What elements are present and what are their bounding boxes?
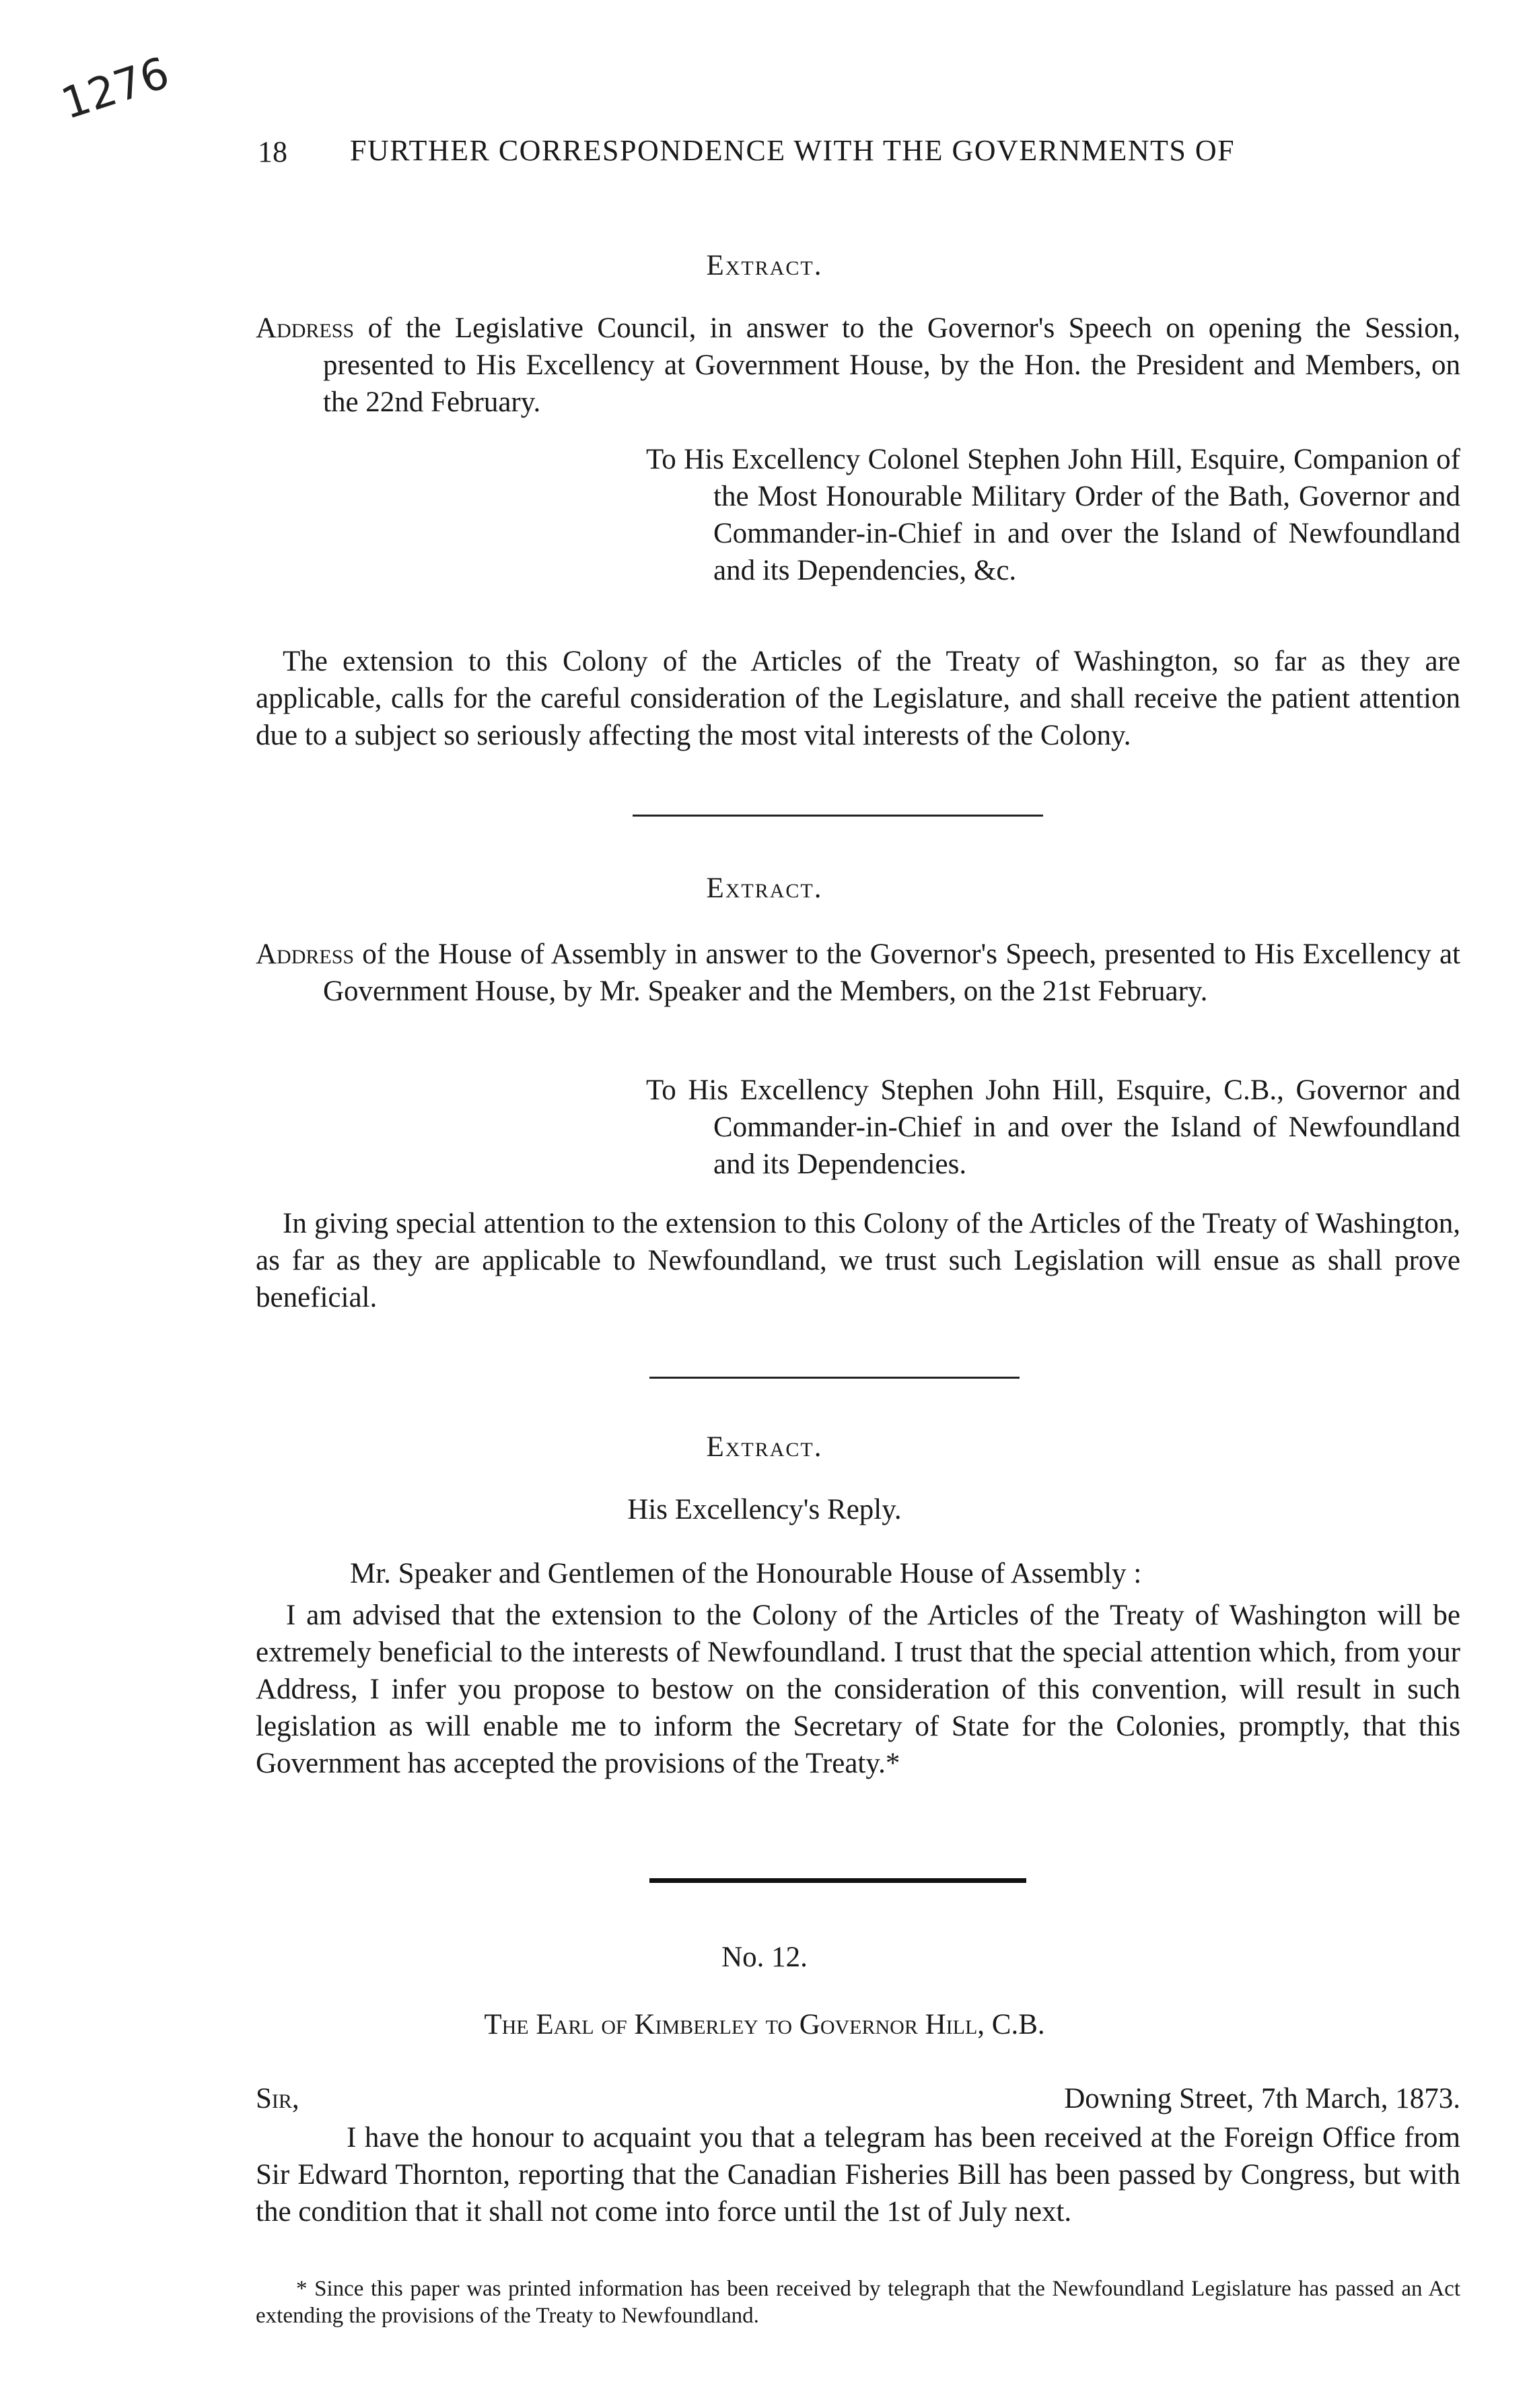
footnote-text: * Since this paper was printed information has been received by telegraph that the Newfoundland Legislature has passed an Act extending the provisions of the Treaty to Newfoundland. (256, 2277, 1460, 2328)
letter-date-line: Downing Street, 7th March, 1873. (1064, 2083, 1460, 2114)
letter-salutation: Sir, (256, 2083, 299, 2114)
running-header: FURTHER CORRESPONDENCE WITH THE GOVERNMENTS OF (350, 134, 1236, 167)
addressee-block (646, 1072, 1460, 1183)
address-paragraph (256, 936, 1460, 1010)
addressee-text: To His Excellency Colonel Stephen John Hill, Esquire, Companion of the Most Honourable Military Order of the Bath, Governor and Commander-in-Chief in and over the Island of Newfoundland and its Dependencies, &c. (646, 444, 1460, 586)
extract-body (256, 1205, 1460, 1316)
letter-title: The Earl of Kimberley to Governor Hill, C.B. (484, 2009, 1045, 2040)
address-lead: Address (256, 312, 355, 344)
extract-heading: Extract. (706, 1431, 823, 1463)
extract-body-text: The extension to this Colony of the Articles of the Treaty of Washington, so far as they are applicable, calls for the careful consideration of the Legislature, and shall receive the patient attention due to a subject so seriously affecting the most vital interests of the Colony. (256, 646, 1460, 751)
letter-body (256, 2119, 1460, 2230)
page-number: 18 (258, 135, 287, 168)
addressee-text: To His Excellency Stephen John Hill, Esquire, C.B., Governor and Commander-in-Chief in and over the Island of Newfoundland and its Dependencies. (646, 1074, 1460, 1180)
extract-heading: Extract. (706, 872, 823, 904)
extract-body (256, 643, 1460, 754)
section-divider (649, 1377, 1020, 1379)
letter-number: No. 12. (721, 1941, 808, 1973)
extract-heading: Extract. (706, 250, 823, 281)
extract-body-text: In giving special attention to the extension to this Colony of the Articles of the Treaty of Washington, as far as they are applicable to Newfoundland, we trust such Legislation will ensue as shall prove beneficial. (256, 1208, 1460, 1313)
letter-body-text: I have the honour to acquaint you that a telegram has been received at the Foreign Office from Sir Edward Thornton, reporting that the Canadian Fisheries Bill has been passed by Congress, but with the condition that it shall not come into force until the 1st of July next. (256, 2122, 1460, 2228)
footnote (256, 2275, 1460, 2329)
address-text: of the Legislative Council, in answer to the Governor's Speech on opening the Session, presented to His Excellency at Government House, by the Hon. the President and Members, on the 22nd February. (323, 312, 1460, 418)
address-paragraph (256, 310, 1460, 421)
reply-salutation: Mr. Speaker and Gentlemen of the Honourable House of Assembly : (350, 1558, 1142, 1589)
reply-body (256, 1597, 1460, 1782)
address-lead: Address (256, 938, 355, 970)
address-text: of the House of Assembly in answer to the Governor's Speech, presented to His Excellency at Government House, by Mr. Speaker and the Members, on the 21st February. (323, 938, 1460, 1007)
section-divider-thick (649, 1878, 1026, 1883)
reply-subheading: His Excellency's Reply. (627, 1494, 902, 1525)
handwritten-page-mark: 1276 (55, 48, 176, 130)
section-divider (633, 815, 1043, 817)
addressee-block (646, 441, 1460, 589)
reply-body-text: I am advised that the extension to the Colony of the Articles of the Treaty of Washington will be extremely beneficial to the interests of Newfoundland. I trust that the special attention which, from your Address, I infer you propose to bestow on the consideration of this convention, will result in such legislation as will enable me to inform the Secretary of State for the Colonies, promptly, that this Government has accepted the provisions of the Treaty.* (256, 1599, 1460, 1779)
